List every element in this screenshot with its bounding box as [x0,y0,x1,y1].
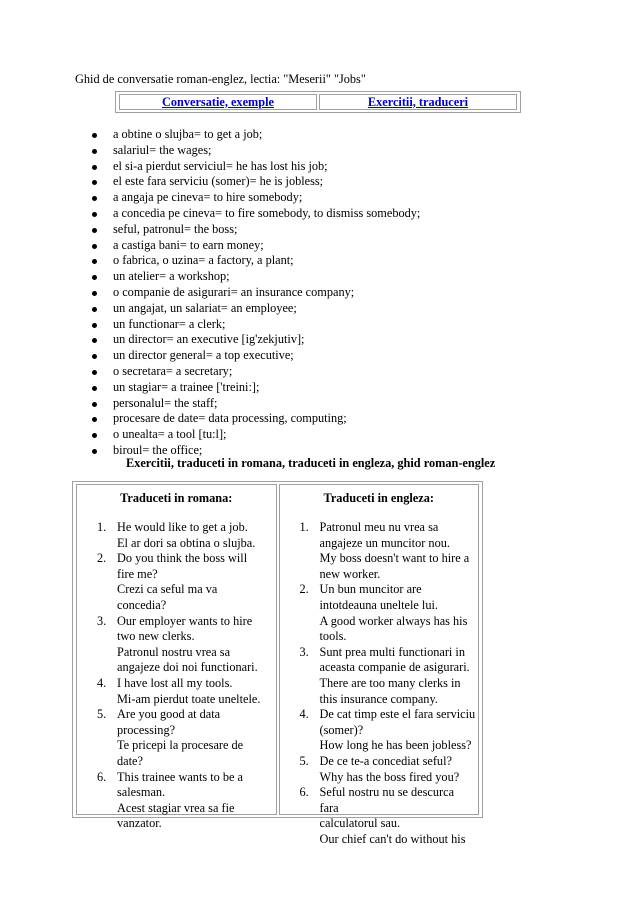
exercises-heading: Exercitii, traduceti in romana, traduceti in engleza, ghid roman-englez [126,456,496,470]
left-column [76,484,277,831]
exercise-item [280,645,479,707]
vocabulary-item: o unealta= a tool [tu:l]; [88,427,420,443]
vocabulary-item: el si-a pierdut serviciul= he has lost his job; [88,159,420,175]
left-column-heading: Traduceti in romana: [120,491,233,505]
exercise-line: Seful nostru nu se descurca fara [319,785,455,815]
exercise-line: This trainee wants to be a [117,769,244,784]
exercise-number: 6. [97,769,107,784]
vocabulary-item: un atelier= a workshop; [88,269,420,285]
exercise-number: 4. [299,707,309,722]
exercise-item [77,551,276,613]
exercise-line: vanzator. [117,816,162,831]
nav-cell-exercitii [319,94,517,110]
exercise-line: this insurance company. [319,691,438,706]
exercise-line: intotdeauna uneltele lui. [319,597,438,612]
exercise-line: salesman. [117,785,166,800]
vocabulary-item: biroul= the office; [88,443,420,459]
exercise-line: Why has the boss fired you? [319,769,460,784]
vocabulary-item: salariul= the wages; [88,143,420,159]
vocabulary-item: el este fara serviciu (somer)= he is jobless; [88,174,420,190]
exercise-line: tools. [319,629,347,644]
exercise-number: 1. [299,520,309,534]
vocabulary-item: un stagiar= a trainee ['treini:]; [88,380,420,396]
exercise-line: Do you think the boss will [117,551,248,566]
exercise-line: date? [117,753,143,768]
exercises-table [72,481,483,846]
exercise-number: 3. [299,644,309,659]
vocabulary-item: o fabrica, o uzina= a factory, a plant; [88,253,420,269]
exercise-line: Are you good at data [117,707,221,722]
page-title: Ghid de conversatie roman-englez, lectia: "Meserii" "Jobs" [75,72,366,86]
exercise-item [77,676,276,707]
vocabulary-item: seful, patronul= the boss; [88,222,420,238]
exercise-item [280,785,479,847]
exercise-item [77,770,276,832]
vocabulary-item: o secretara= a secretary; [88,364,420,380]
exercise-line: Our chief can't do without his [319,831,466,846]
exercise-number: 6. [299,785,309,800]
exercise-number: 5. [97,707,107,722]
exercise-item [280,754,479,785]
exercise-line: Un bun muncitor are [319,582,422,597]
exercise-item [77,707,276,769]
exercise-item [280,520,479,582]
nav-table [115,91,521,113]
exercise-line: A good worker always has his [319,613,468,628]
right-column-heading: Traduceti in engleza: [323,491,434,505]
exercise-item [77,520,276,551]
exercise-line: fire me? [117,566,158,581]
exercise-line: He would like to get a job. [117,520,248,534]
right-column [279,484,480,846]
exercise-line: De ce te-a concediat seful? [319,753,452,768]
exercise-number: 3. [97,613,107,628]
right-exercise-list [280,520,479,847]
exercise-line: new worker. [319,566,381,581]
exercise-number: 5. [299,753,309,768]
vocabulary-item: procesare de date= data processing, computing; [88,411,420,427]
exercise-line: (somer)? [319,722,364,737]
exercise-line: Crezi ca seful ma va [117,582,218,597]
exercise-line: My boss doesn't want to hire a [319,551,470,566]
vocabulary-item: a angaja pe cineva= to hire somebody; [88,190,420,206]
exercise-line: El ar dori sa obtina o slujba. [117,535,256,550]
exercise-line: processing? [117,722,176,737]
exercise-number: 2. [299,582,309,597]
vocabulary-item: un functionar= a clerk; [88,317,420,333]
exercise-number: 1. [97,520,107,534]
vocabulary-item: a castiga bani= to earn money; [88,238,420,254]
exercise-item [280,582,479,644]
vocabulary-item: personalul= the staff; [88,396,420,412]
vocabulary-item: a obtine o slujba= to get a job; [88,127,420,143]
exercise-line: Our employer wants to hire [117,613,253,628]
vocabulary-list [88,127,420,459]
exercise-item [77,614,276,676]
exercise-line: How long he has been jobless? [319,738,472,753]
conversatie-link[interactable]: Conversatie, exemple [161,94,274,109]
exercise-item [280,707,479,754]
exercise-line: Te pricepi la procesare de [117,738,244,753]
exercise-line: aceasta companie de asigurari. [319,660,470,675]
exercise-line: De cat timp este el fara serviciu [319,707,476,722]
exercise-line: angajeze doi noi functionari. [117,660,258,675]
exercise-line: Patronul nostru vrea sa [117,644,231,659]
vocabulary-item: un director= an executive [ig'zekjutiv]; [88,332,420,348]
exercise-line: Sunt prea multi functionari in [319,644,465,659]
exercise-number: 4. [97,675,107,690]
vocabulary-item: un angajat, un salariat= an employee; [88,301,420,317]
exercise-line: calculatorul sau. [319,816,401,831]
exercise-line: I have lost all my tools. [117,675,233,690]
exercise-line: two new clerks. [117,629,195,644]
vocabulary-item: o companie de asigurari= an insurance company; [88,285,420,301]
exercise-line: Acest stagiar vrea sa fie [117,800,235,815]
exercise-line: Patronul meu nu vrea sa [319,520,439,534]
exercitii-link[interactable]: Exercitii, traduceri [367,94,469,109]
vocabulary-item: un director general= a top executive; [88,348,420,364]
left-exercise-list [77,520,276,832]
exercise-line: concedia? [117,597,167,612]
exercise-line: There are too many clerks in [319,675,461,690]
exercise-line: angajeze un muncitor nou. [319,535,450,550]
exercise-number: 2. [97,551,107,566]
nav-cell-conversatie [119,94,317,110]
vocabulary-item: a concedia pe cineva= to fire somebody, to dismiss somebody; [88,206,420,222]
exercise-line: Mi-am pierdut toate uneltele. [117,691,261,706]
